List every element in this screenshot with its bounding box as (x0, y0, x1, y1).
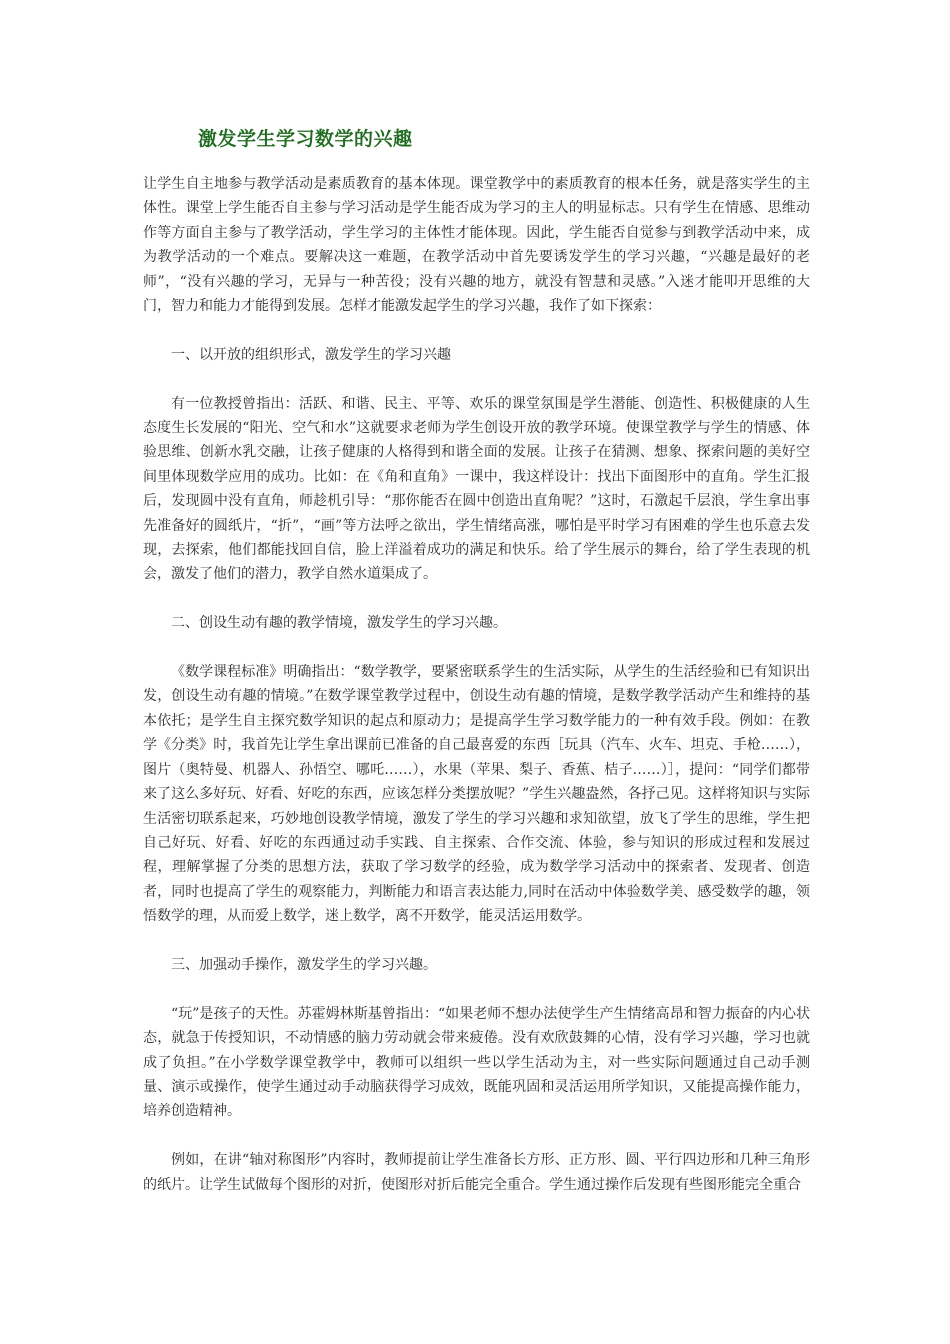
intro-paragraph: 让学生自主地参与教学活动是素质教育的基本体现。课堂教学中的素质教育的根本任务，就是落实学生的主体性。课堂上学生能否自主参与学习活动是学生能否成为学习的主人的明显标志。只有学生在情感、思维动作等方面自主参与了教学活动，学生学习的主体性才能体现。因此，学生能否自觉参与到教学活动中来，成为教学活动的一个难点。要解决这一难题，在教学活动中首先要诱发学生的学习兴趣，“兴趣是最好的老师”，“没有兴趣的学习，无异与一种苦役；没有兴趣的地方，就没有智慧和灵感。”入迷才能叩开思维的大门，智力和能力才能得到发展。怎样才能激发起学生的学习兴趣，我作了如下探索： (143, 176, 810, 315)
section-paragraph-2: 《数学课程标准》明确指出：“数学教学，要紧密联系学生的生活实际，从学生的生活经验和已有知识出发，创设生动有趣的情境。”在数学课堂教学过程中，创设生动有趣的情境，是数学教学活动产生和维持的基本依托；是学生自主探究数学知识的起点和原动力；是提高学生学习数学能力的一种有效手段。例如：在教学《分类》时，我首先让学生拿出课前已准备的自己最喜爱的东西［玩具（汽车、火车、坦克、手枪……），图片（奥特曼、机器人、孙悟空、哪吒……），水果（苹果、梨子、香蕉、桔子……）］，提问：“同学们都带来了这么多好玩、好看、好吃的东西，应该怎样分类摆放呢？”学生兴趣盎然，各抒己见。这样将知识与实际生活密切联系起来，巧妙地创设教学情境，激发了学生的学习兴趣和求知欲望，放飞了学生的思维，学生把自己好玩、好看、好吃的东西通过动手实践、自主探索、合作交流、体验，参与知识的形成过程和发展过程，理解掌握了分类的思想方法，获取了学习数学的经验，成为数学学习活动中的探索者、发现者、创造者，同时也提高了学生的观察能力，判断能力和语言表达能力,同时在活动中体验数学美、感受数学的趣，领悟数学的理，从而爱上数学，迷上数学，离不开数学，能灵活运用数学。 (143, 664, 810, 925)
document-body (143, 172, 810, 1197)
section-paragraph-1: 有一位教授曾指出：活跃、和谐、民主、平等、欢乐的课堂氛围是学生潜能、创造性、积极健康的人生态度生长发展的“阳光、空气和水”这就要求老师为学生创设开放的教学环境。使课堂教学与学生的情感、体验思维、创新水乳交融，让孩子健康的人格得到和谐全面的发展。让孩子在猜测、想象、探索问题的美好空间里体现数学应用的成功。比如：在《角和直角》一课中，我这样设计：找出下面图形中的直角。学生汇报后，发现圆中没有直角，师趁机引导：“那你能否在圆中创造出直角呢？”这时，石激起千层浪，学生拿出事先准备好的圆纸片，“折”，“画”等方法呼之欲出，学生情绪高涨，哪怕是平时学习有困难的学生也乐意去发现，去探索，他们都能找回自信，脸上洋溢着成功的满足和快乐。给了学生展示的舞台，给了学生表现的机会，激发了他们的潜力，教学自然水道渠成了。 (143, 395, 810, 583)
section-heading-3: 三、加强动手操作，激发学生的学习兴趣。 (171, 956, 437, 973)
section-heading-2: 二、创设生动有趣的教学情境，激发学生的学习兴趣。 (171, 615, 507, 632)
document-title: 激发学生学习数学的兴趣 (198, 128, 413, 150)
section-paragraph-3: “玩”是孩子的天性。苏霍姆林斯基曾指出：“如果老师不想办法使学生产生情绪高昂和智力振奋的内心状态，就急于传授知识，不动情感的脑力劳动就会带来疲倦。没有欢欣鼓舞的心情，没有学习兴趣，学习也就成了负担。”在小学数学课堂教学中，教师可以组织一些以学生活动为主，对一些实际问题通过自己动手测量、演示或操作，使学生通过动手动脑获得学习成效，既能巩固和灵活运用所学知识，又能提高操作能力，培养创造精神。 (143, 1005, 810, 1120)
section-heading-1: 一、以开放的组织形式，激发学生的学习兴趣 (171, 346, 451, 363)
section-paragraph-3-example: 例如，在讲“轴对称图形”内容时，教师提前让学生准备长方形、正方形、圆、平行四边形和几种三角形的纸片。让学生试做每个图形的对折，使图形对折后能完全重合。学生通过操作后发现有些图形能完全重合 (143, 1152, 810, 1193)
